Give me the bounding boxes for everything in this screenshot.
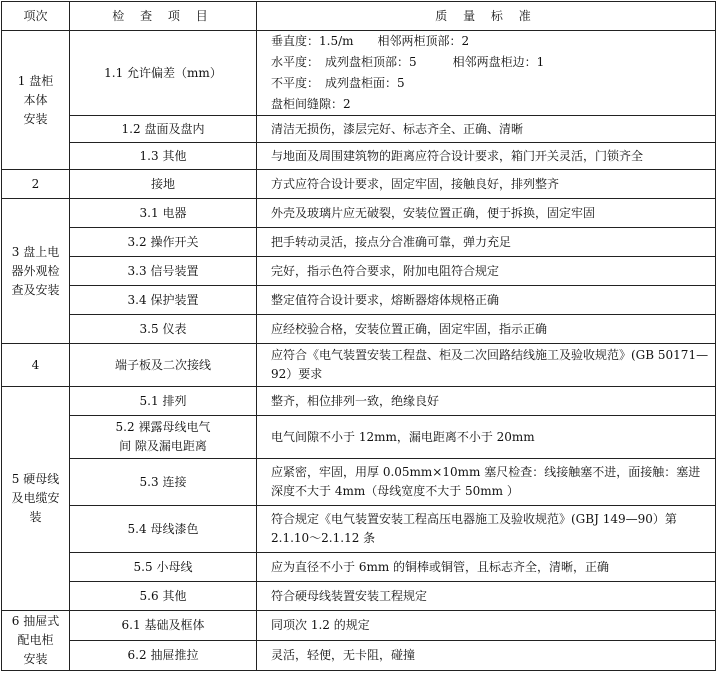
check-item-cell: 5.3 连接 xyxy=(70,459,257,506)
standard-cell: 整齐，相位排列一致，绝缘良好 xyxy=(257,387,716,416)
table-row xyxy=(2,116,716,143)
table-row xyxy=(2,286,716,315)
check-item-cell: 6.1 基础及框体 xyxy=(70,611,257,641)
group-cell-6: 6 抽屉式 配电柜 安装 xyxy=(2,611,70,671)
check-item-cell: 1.2 盘面及盘内 xyxy=(70,116,257,143)
check-item-cell: 3.4 保护装置 xyxy=(70,286,257,315)
header-quality-standard: 质 量 标 准 xyxy=(257,2,716,31)
standard-cell: 应经校验合格，安装位置正确，固定牢固，指示正确 xyxy=(257,315,716,344)
table-row xyxy=(2,228,716,257)
table-row xyxy=(2,506,716,553)
standard-cell: 应紧密，牢固，用厚 0.05mm×10mm 塞尺检查：线接触塞不进，面接触：塞进深度不大于 4mm（母线宽度不大于 50mm ） xyxy=(257,459,716,506)
standard-cell: 符合规定《电气装置安装工程高压电器施工及验收规范》(GBJ 149—90）第 2.1.10～2.1.12 条 xyxy=(257,506,716,553)
standard-cell: 与地面及周围建筑物的距离应符合设计要求，箱门开关灵活，门锁齐全 xyxy=(257,143,716,170)
table-row xyxy=(2,459,716,506)
check-item-cell: 接地 xyxy=(70,170,257,199)
table-row xyxy=(2,199,716,228)
check-item-cell: 1.1 允许偏差（mm） xyxy=(70,31,257,116)
standard-cell: 符合硬母线装置安装工程规定 xyxy=(257,582,716,611)
table-header-row xyxy=(2,2,716,31)
check-item-cell: 3.5 仪表 xyxy=(70,315,257,344)
standard-cell: 完好，指示色符合要求，附加电阻符合规定 xyxy=(257,257,716,286)
table-row xyxy=(2,553,716,582)
table-row xyxy=(2,31,716,116)
table-row xyxy=(2,641,716,671)
table-row xyxy=(2,257,716,286)
group-cell-4: 4 xyxy=(2,344,70,387)
table-row xyxy=(2,315,716,344)
check-item-cell: 3.3 信号装置 xyxy=(70,257,257,286)
group-cell-3: 3 盘上电 器外观检 查及安装 xyxy=(2,199,70,344)
table-row xyxy=(2,611,716,641)
table-row xyxy=(2,143,716,170)
standard-cell: 应为直径不小于 6mm 的铜棒或铜管，且标志齐全，清晰，正确 xyxy=(257,553,716,582)
standard-cell: 方式应符合设计要求，固定牢固，接触良好，排列整齐 xyxy=(257,170,716,199)
standard-cell: 应符合《电气装置安装工程盘、柜及二次回路结线施工及验收规范》(GB 50171—92）要求 xyxy=(257,344,716,387)
standard-cell: 电气间隙不小于 12mm，漏电距离不小于 20mm xyxy=(257,416,716,459)
standard-cell: 把手转动灵活，接点分合准确可靠，弹力充足 xyxy=(257,228,716,257)
check-item-cell: 1.3 其他 xyxy=(70,143,257,170)
header-check-item: 检 查 项 目 xyxy=(70,2,257,31)
check-item-cell: 5.2 裸露母线电气间 隙及漏电距离 xyxy=(70,416,257,459)
check-item-cell: 6.2 抽屉推拉 xyxy=(70,641,257,671)
check-item-cell: 5.6 其他 xyxy=(70,582,257,611)
check-item-cell: 端子板及二次接线 xyxy=(70,344,257,387)
table-row xyxy=(2,387,716,416)
quality-standard-table xyxy=(1,1,716,671)
check-item-cell: 5.1 排列 xyxy=(70,387,257,416)
check-item-cell: 3.1 电器 xyxy=(70,199,257,228)
group-cell-1: 1 盘柜 本体 安装 xyxy=(2,31,70,170)
standard-cell: 外壳及玻璃片应无破裂，安装位置正确，便于拆换，固定牢固 xyxy=(257,199,716,228)
standard-cell: 同项次 1.2 的规定 xyxy=(257,611,716,641)
check-item-cell: 3.2 操作开关 xyxy=(70,228,257,257)
header-item-number: 项次 xyxy=(2,2,70,31)
group-cell-5: 5 硬母线 及电缆安 装 xyxy=(2,387,70,611)
standard-cell: 灵活，轻便，无卡阻，碰撞 xyxy=(257,641,716,671)
standard-cell: 清洁无损伤，漆层完好、标志齐全、正确、清晰 xyxy=(257,116,716,143)
group-cell-2: 2 xyxy=(2,170,70,199)
table-row xyxy=(2,170,716,199)
table-row xyxy=(2,582,716,611)
standard-cell: 整定值符合设计要求，熔断器熔体规格正确 xyxy=(257,286,716,315)
check-item-cell: 5.4 母线漆色 xyxy=(70,506,257,553)
table-row xyxy=(2,344,716,387)
standard-cell: 垂直度：1.5/m 相邻两柜顶部：2 水平度： 成列盘柜顶部：5 相邻两盘柜边：1 不平度： 成列盘柜面：5 盘柜间缝隙：2 xyxy=(257,31,716,116)
check-item-cell: 5.5 小母线 xyxy=(70,553,257,582)
table-row xyxy=(2,416,716,459)
